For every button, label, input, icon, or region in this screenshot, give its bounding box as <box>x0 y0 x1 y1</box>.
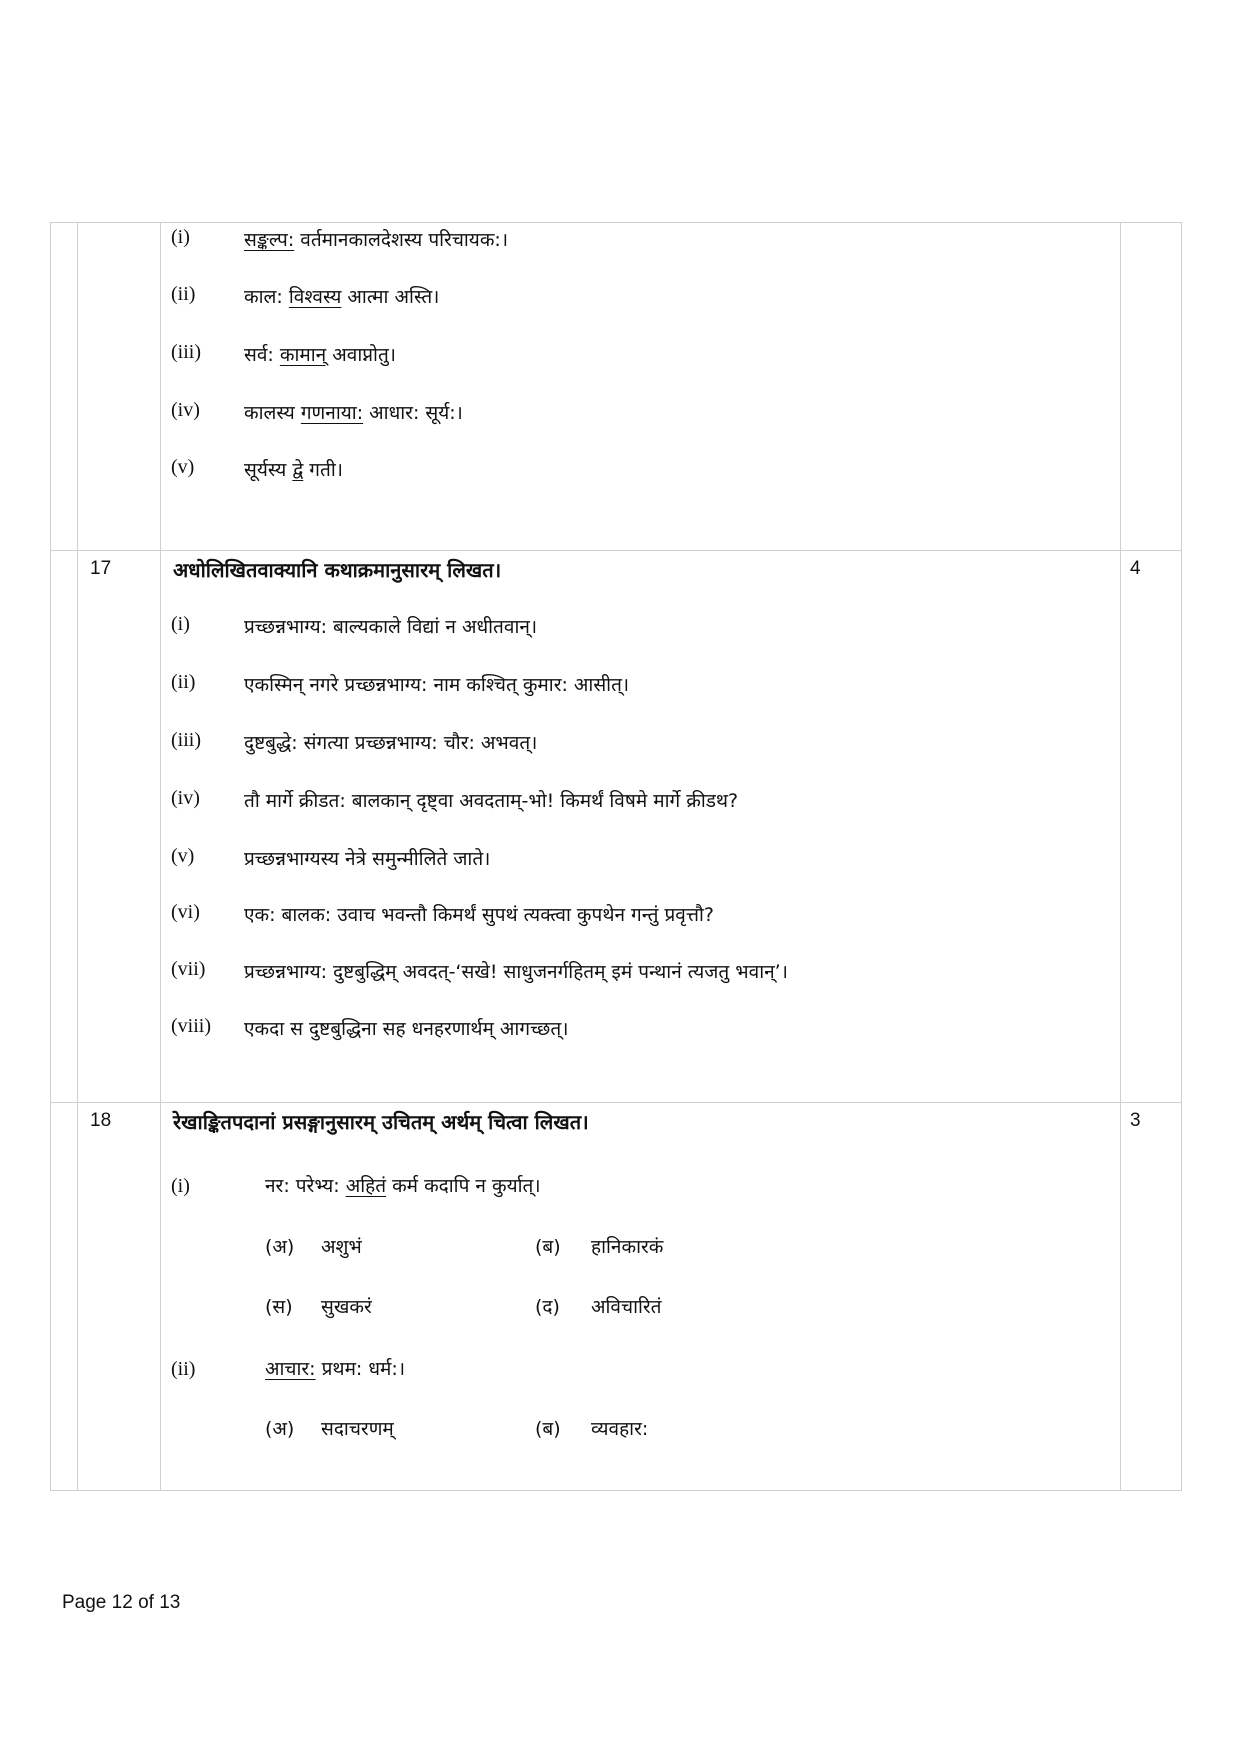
underlined-word: द्वे <box>292 459 304 481</box>
list-item <box>171 456 1151 486</box>
underlined-word: गणनाया: <box>300 402 364 424</box>
item-number: (iii) <box>171 729 201 751</box>
question-title: अधोलिखितवाक्यानि कथाक्रमानुसारम् लिखत। <box>173 558 502 582</box>
item-text: प्रच्छन्नभाग्यस्य नेत्रे समुन्मीलिते जाते। <box>244 848 491 870</box>
item-text: कालस्य गणनाया: आधार: सूर्य:। <box>244 402 463 424</box>
option-c: (स) सुखकरं <box>265 1296 372 1318</box>
list-item <box>171 958 1151 988</box>
row-divider-18 <box>50 1102 1182 1103</box>
item-text: सर्व: कामान् अवाप्नोतु। <box>244 344 397 366</box>
table-top-border <box>50 222 1182 223</box>
sub-question-number: (i) <box>171 1175 190 1197</box>
list-item <box>171 787 1151 817</box>
list-item <box>171 1015 1151 1045</box>
question-title: रेखाङ्कितपदानां प्रसङ्गानुसारम् उचितम् अर्थम् चित्वा लिखत। <box>173 1110 589 1134</box>
underlined-word: सङ्कल्प: <box>244 229 295 251</box>
sub-question-number: (ii) <box>171 1358 196 1380</box>
item-number: (v) <box>171 456 195 478</box>
column-divider-1 <box>77 222 78 1491</box>
sub-question-text: नर: परेभ्य: अहितं कर्म कदापि न कुर्यात्। <box>265 1175 541 1197</box>
item-number: (iv) <box>171 787 200 809</box>
option-a: (अ) सदाचरणम् <box>265 1418 394 1440</box>
list-item <box>171 399 1151 429</box>
column-divider-2 <box>160 222 161 1491</box>
list-item <box>171 226 1151 256</box>
list-item <box>171 341 1151 371</box>
item-text: काल: विश्वस्य आत्मा अस्ति। <box>244 286 440 308</box>
question-marks: 3 <box>1130 1110 1141 1131</box>
option-d: (द) अविचारितं <box>535 1296 662 1318</box>
item-number: (vii) <box>171 958 206 980</box>
item-text: दुष्टबुद्धे: संगत्या प्रच्छन्नभाग्य: चौर: अभवत्। <box>244 732 538 754</box>
list-item <box>171 729 1151 759</box>
page-number: Page 12 of 13 <box>62 1592 181 1613</box>
sub-question-text: आचार: प्रथम: धर्म:। <box>265 1358 406 1380</box>
list-item <box>171 901 1151 931</box>
question-number: 18 <box>90 1110 112 1131</box>
list-item <box>171 613 1151 643</box>
question-marks: 4 <box>1130 558 1141 579</box>
item-number: (vi) <box>171 901 200 923</box>
item-number: (iv) <box>171 399 200 421</box>
underlined-word: आचार: <box>265 1358 316 1380</box>
item-text: एकदा स दुष्टबुद्धिना सह धनहरणार्थम् आगच्छत्। <box>244 1018 569 1040</box>
underlined-word: विश्वस्य <box>288 286 342 308</box>
table-right-border <box>1181 222 1182 1491</box>
item-text: सङ्कल्प: वर्तमानकालदेशस्य परिचायक:। <box>244 229 509 251</box>
item-number: (i) <box>171 613 190 635</box>
item-text: प्रच्छन्नभाग्य: दुष्टबुद्धिम् अवदत्-‘सखे! साधुजनर्गहितम् इमं पन्थानं त्यजतु भवान्’। <box>244 961 788 983</box>
item-number: (i) <box>171 226 190 248</box>
item-number: (iii) <box>171 341 201 363</box>
item-number: (v) <box>171 845 195 867</box>
item-text: प्रच्छन्नभाग्य: बाल्यकाले विद्यां न अधीतवान्। <box>244 616 538 638</box>
option-b: (ब) हानिकारकं <box>535 1236 664 1258</box>
item-text: तौ मार्गे क्रीडत: बालकान् दृष्ट्वा अवदताम्-भो! किमर्थं विषमे मार्गे क्रीडथ? <box>244 790 739 812</box>
item-text: एकस्मिन् नगरे प्रच्छन्नभाग्य: नाम कश्चित् कुमार: आसीत्। <box>244 674 630 696</box>
list-item <box>171 845 1151 875</box>
item-number: (ii) <box>171 283 196 305</box>
question-number: 17 <box>90 558 112 579</box>
question-table <box>50 222 1182 1491</box>
item-text: सूर्यस्य द्वे गती। <box>244 459 343 481</box>
list-item <box>171 283 1151 313</box>
option-b: (ब) व्यवहार: <box>535 1418 649 1440</box>
table-bottom-border <box>50 1490 1182 1491</box>
option-a: (अ) अशुभं <box>265 1236 362 1258</box>
row-divider-17 <box>50 550 1182 551</box>
item-number: (ii) <box>171 671 196 693</box>
item-text: एक: बालक: उवाच भवन्तौ किमर्थं सुपथं त्यक्त्वा कुपथेन गन्तुं प्रवृत्तौ? <box>244 904 714 926</box>
list-item <box>171 671 1151 701</box>
underlined-word: कामान् <box>279 344 327 366</box>
table-left-border <box>50 222 51 1491</box>
underlined-word: अहितं <box>345 1175 387 1197</box>
item-number: (viii) <box>171 1015 211 1037</box>
